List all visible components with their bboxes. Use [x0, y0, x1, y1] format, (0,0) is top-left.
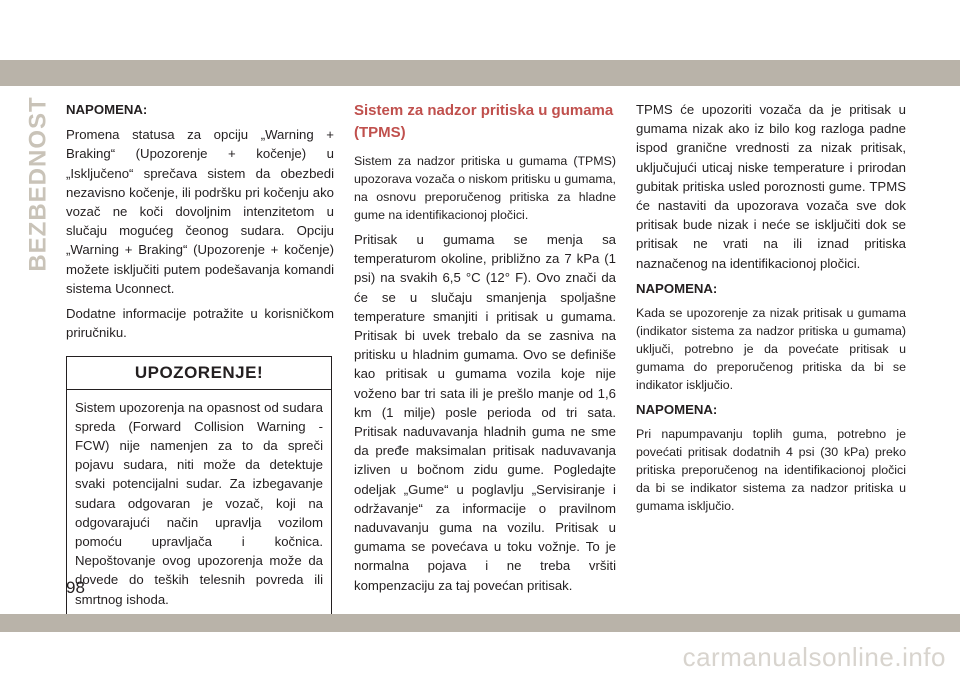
note-title: NAPOMENA:: [636, 280, 718, 296]
paragraph: Dodatne informacije potražite u korisničkom priručniku.: [66, 306, 334, 341]
note-title: NAPOMENA:: [66, 102, 148, 117]
chapter-side-tab-label: BEZBEDNOST: [25, 96, 52, 272]
footer-bar: [0, 614, 960, 632]
note-title: NAPOMENA:: [636, 402, 718, 418]
paragraph: Sistem za nadzor pritiska u gumama (TPMS) upozorava vozača o niskom pritisku u gumama, na osnovu preporučenog pritiska za hladne gume na identifikacionoj pločici.: [354, 154, 616, 222]
paragraph: TPMS će upozoriti vozača da je pritisak u gumama nizak ako iz bilo kog razloga padne ispod granične vrednosti za nizak pritisak, uključujući uticaj niske temperature i prirodan gubitak pritiska usled poroznosti gume. TPMS će nastaviti da upozorava vozača sve dok pritisak bude nizak i neće se isključiti dok se pritisak ne vrati na ili iznad pritiska naznačenog na identifikacionoj pločici.: [636, 102, 906, 271]
paragraph: Pritisak u gumama se menja sa temperaturom okoline, približno za 7 kPa (1 psi) na svakih 6,5 °C (12° F). Ovo znači da će se u slučaju smanjenja spoljašne temperature smanjiti i pritisak u gumama. Pritisak bi uvek trebalo da se zasniva na pritisku u hladnim gumama. Ovo se definiše kao pritisak u gumama vozila koje nije voženo bar tri sata ili je prešlo manje od 1,6 km (1 milje) posle perioda od tri sata. Pritisak naduvavanja hladnih guma ne sme da pređe maksimalan pritisak naduvavanja izliven u bočnom zidu gume. Pogledajte odeljak „Gume“ u poglavlju „Servisiranje i održavanje“ za informacije o pravilnom naduvavanju guma na vozilu. Pritisak u gumama se povećava u toku vožnje. To je normalna pojava i ne treba vršiti kompenzaciju za taj povećan pritisak.: [354, 232, 616, 593]
column-left: [66, 100, 334, 616]
warning-box: [66, 356, 332, 615]
section-heading: Sistem za nadzor pritiska u gumama (TPMS): [354, 102, 614, 141]
header-bar: [0, 60, 960, 86]
note-body: Promena statusa za opciju „Warning + Braking“ (Upozorenje + kočenje) u „Isključeno“ sprečava sistem da obezbedi nezavisno kočenje, ili podršku pri kočenju ako vozač ne koči dovoljnim intenzitetom u slučaju mogućeg čeonog sudara. Opciju „Warning + Braking“ (Upozorenje + kočenje) možete isključiti putem podešavanja komandi sistema Uconnect.: [66, 127, 334, 296]
note-body: Pri napumpavanju toplih guma, potrebno je povećati pritisak dodatnih 4 psi (30 kPa) preko pritiska preporučenog na identifikacionoj pločici da bi se indikator sistema za nadzor pritiska u gumama isključio.: [636, 427, 906, 514]
chapter-side-tab: [22, 96, 56, 272]
warning-body: Sistem upozorenja na opasnost od sudara spreda (Forward Collision Warning - FCW) nije namenjen za to da spreči pojavu sudara, niti može da detektuje svaki potencijalni sudar. Za izbegavanje sudara odgovaran je vozač, koji na odgovarajući način upravlja vozilom pomoću upravljača i kočnica. Nepoštovanje ovog upozorenja može da dovede do teških telesnih povreda ili smrtnog ishoda.: [75, 399, 323, 607]
watermark: carmanualsonline.info: [682, 642, 946, 672]
note-body: Kada se upozorenje za nizak pritisak u gumama (indikator sistema za nadzor pritiska u gumama) uključi, potrebno je da povećate pritisak u gumama do preporučenog pritiska da bi se indikator isključio.: [636, 306, 906, 393]
column-middle: [354, 100, 616, 601]
warning-title: UPOZORENJE!: [67, 357, 331, 389]
page-number: 98: [66, 578, 85, 597]
column-right: [636, 100, 906, 521]
